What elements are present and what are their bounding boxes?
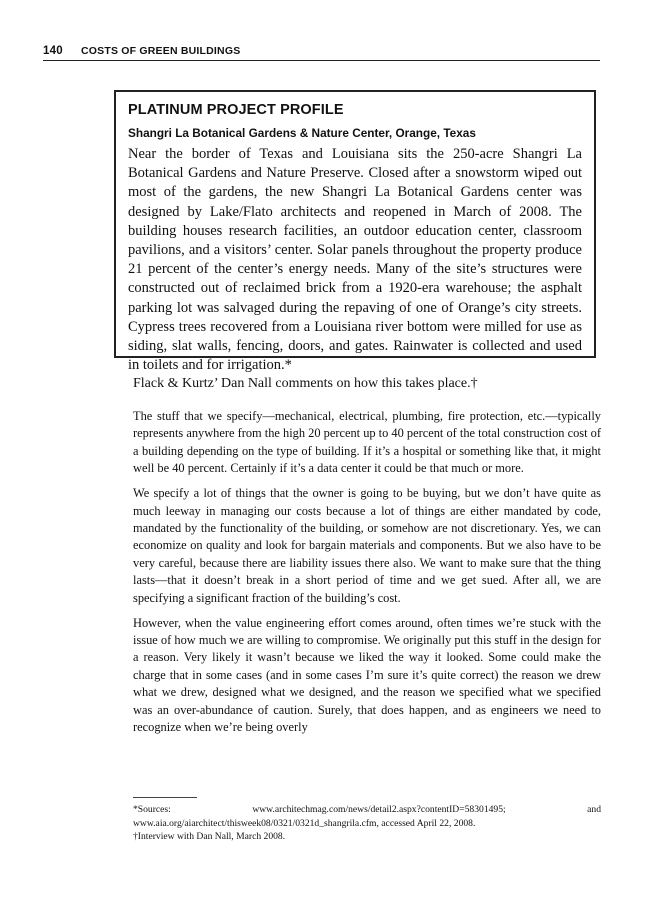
profile-box-subtitle: Shangri La Botanical Gardens & Nature Center, Orange, Texas	[128, 126, 476, 140]
running-title: COSTS OF GREEN BUILDINGS	[81, 45, 241, 57]
footnotes	[133, 803, 601, 844]
intro-line: Flack & Kurtz’ Dan Nall comments on how this takes place.†	[133, 376, 478, 391]
footnote-sources: *Sources: www.architechmag.com/news/detail2.aspx?contentID=58301495; and www.aia.org/aiarchitect/thisweek08/0321/0321d_shangrila.cfm, accessed April 22, 2008.	[133, 804, 601, 829]
quote-paragraph-1: The stuff that we specify—mechanical, electrical, plumbing, fire protection, etc.—typically represents anywhere from the high 20 percent up to 40 percent of the total construction cost of a building depending on the type of building. If it’s a hospital or something like that, it might well be 40 percent. Certainly if it’s a data center it could be that much or more.	[133, 409, 601, 476]
footnote-rule	[133, 797, 197, 798]
footnote-interview: †Interview with Dan Nall, March 2008.	[133, 831, 286, 842]
interview-quote	[133, 408, 601, 744]
quote-paragraph-3: However, when the value engineering effort comes around, often times we’re stuck with the issue of how much we are willing to compromise. We originally put this stuff in the design for a reason. Very likely it wasn’t because we liked the way it looked. Some could make the charge that in some cases (and in some cases I’m sure it’s quite correct) the reason we drew what we drew, designed what we designed, and the reason we specified what we specified was an over-abundance of caution. Surely, that does happen, and as engineers we need to recognize when we’re being overly	[133, 615, 601, 735]
profile-box-body: Near the border of Texas and Louisiana sits the 250-acre Shangri La Botanical Gardens and Nature Preserve. Closed after a snowstorm wiped out most of the gardens, the new Shangri La Botanical Gardens center was designed by Lake/Flato architects and reopened in March of 2008. The building houses research facilities, an outdoor education center, classroom pavilions, and a visitors’ center. Solar panels throughout the property produce 21 percent of the center’s energy needs. Many of the site’s structures were constructed out of reclaimed brick from a 1920-era warehouse; the asphalt parking lot was salvaged during the repaving of one of Orange’s city streets. Cypress trees recovered from a Louisiana river bottom were milled for use as siding, slat walls, fencing, doors, and gates. Rainwater is collected and used in toilets and for irrigation.*	[128, 146, 582, 374]
running-header	[43, 44, 600, 61]
project-profile-box	[114, 90, 596, 374]
quote-paragraph-2: We specify a lot of things that the owner is going to be buying, but we don’t have quite as much leeway in managing our costs because a lot of things are either mandated by code, mandated by the functionality of the building, or somehow are not discretionary. Yes, we can economize on quality and look for bargain materials and components. But we also have to be very careful, because there are liability issues there also. We want to make sure that the thing lasts—that it doesn’t break in a short period of time and we get sued. After all, we are specifying a significant fraction of the building’s cost.	[133, 486, 601, 605]
page-number: 140	[43, 45, 63, 57]
profile-box-title: PLATINUM PROJECT PROFILE	[128, 102, 344, 118]
